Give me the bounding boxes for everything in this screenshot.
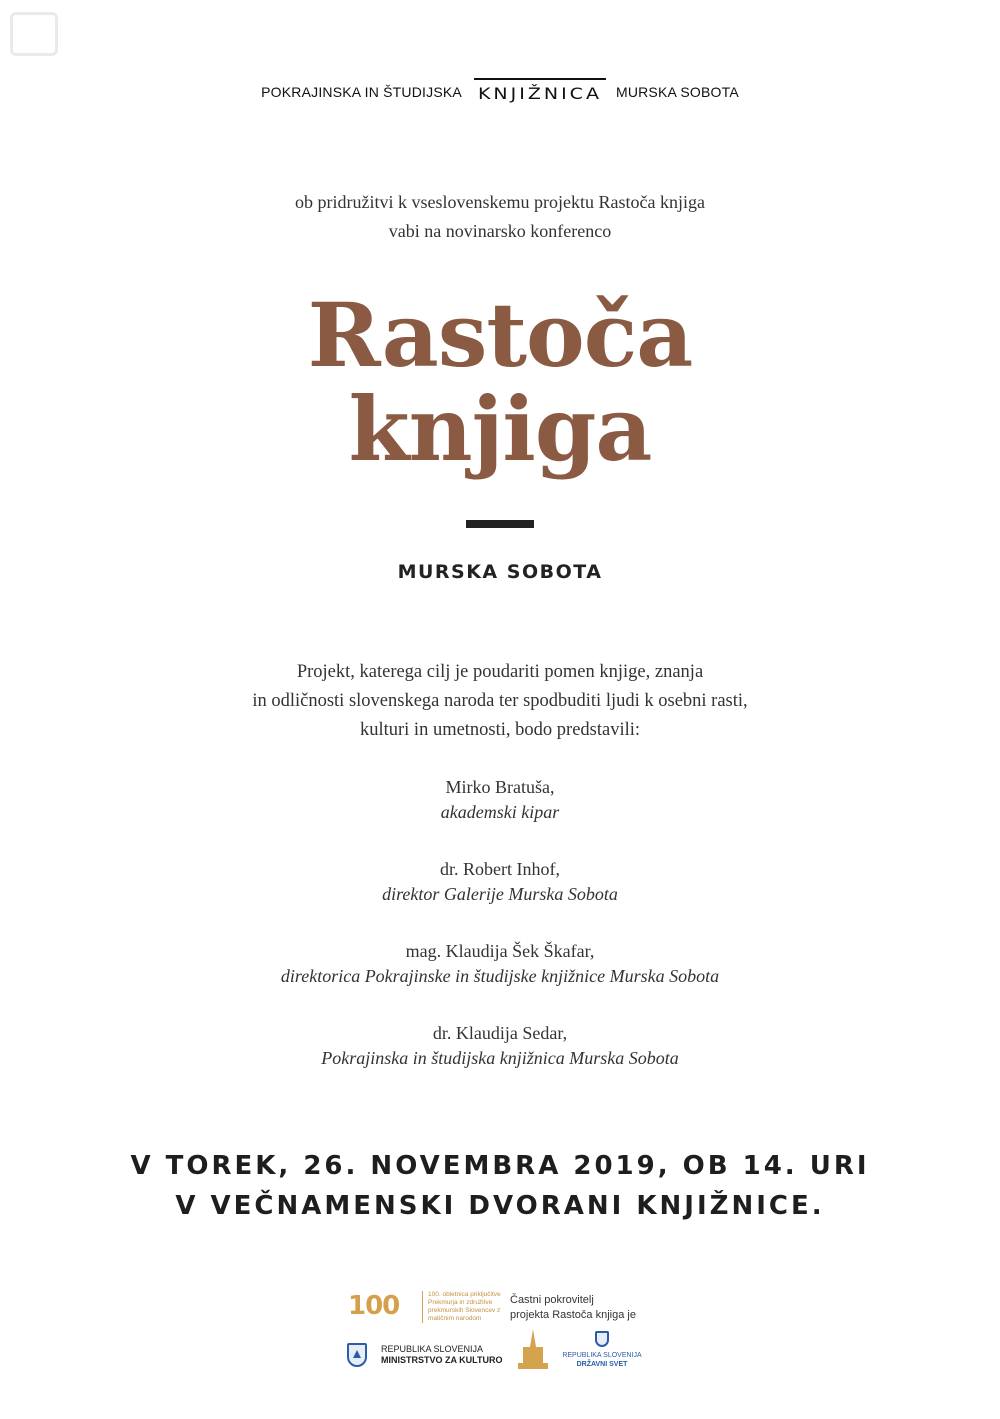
anniversary-number: 100 <box>348 1291 400 1321</box>
title-divider <box>466 520 534 528</box>
logo-top-bar <box>474 78 606 80</box>
patron-line-1: Častni pokrovitelj <box>510 1294 594 1306</box>
presenter-name: dr. Robert Inhof, <box>440 859 560 879</box>
event-date-line: V TOREK, 26. NOVEMBRA 2019, OB 14. URI <box>130 1151 870 1181</box>
event-details <box>0 1146 1000 1226</box>
presenter-name: Mirko Bratuša, <box>445 777 555 797</box>
header-right-text: MURSKA SOBOTA <box>615 84 739 100</box>
presenter-role: direktorica Pokrajinske in študijske knjižnice Murska Sobota <box>280 966 720 986</box>
council-line-2: DRŽAVNI SVET <box>576 1361 628 1368</box>
header-left-text: POKRAJINSKA IN ŠTUDIJSKA <box>261 84 462 100</box>
presenter-role: Pokrajinska in študijska knjižnica Murska Sobota <box>321 1048 679 1068</box>
ministry-line-2: MINISTRSTVO ZA KULTURO <box>381 1355 503 1365</box>
description-line-1: Projekt, katerega cilj je poudariti pomen knjige, znanja <box>296 662 704 682</box>
sponsor-logos <box>0 1285 1000 1385</box>
council-coat-of-arms-icon <box>595 1331 609 1347</box>
presenter-name: dr. Klaudija Sedar, <box>432 1023 568 1043</box>
description-line-2: in odličnosti slovenskega naroda ter spodbuditi ljudi k osebni rasti, <box>252 691 748 711</box>
ministry-logo <box>347 1343 503 1367</box>
patron-text <box>510 1293 650 1323</box>
council-text <box>562 1351 642 1369</box>
presenter-role: akademski kipar <box>440 802 560 822</box>
anniversary-logo <box>348 1291 501 1322</box>
title-line-1: Rastoča <box>307 283 693 387</box>
project-description <box>0 658 1000 745</box>
anniversary-text: 100. obletnica priključitve Prekmurja in združitve prekmurskih Slovencev z matičnim narodom <box>428 1291 501 1322</box>
ministry-line-1: REPUBLIKA SLOVENIJA <box>381 1344 484 1354</box>
patron-line-2: projekta Rastoča knjiga je <box>510 1309 636 1321</box>
tower-spire <box>530 1329 536 1347</box>
presenter-item <box>0 1021 1000 1103</box>
anniversary-separator <box>422 1291 423 1323</box>
presenter-item <box>0 857 1000 939</box>
presenters-list <box>0 775 1000 1103</box>
watermark-frame-icon <box>10 12 58 56</box>
city-label: MURSKA SOBOTA <box>397 561 603 583</box>
presenter-name: mag. Klaudija Šek Škafar, <box>405 941 595 961</box>
title-line-2: knjiga <box>348 377 652 481</box>
tower-base <box>518 1363 548 1369</box>
library-header <box>0 78 1000 106</box>
page-title <box>0 283 1000 481</box>
council-line-1: REPUBLIKA SLOVENIJA <box>562 1352 642 1359</box>
national-council-logo <box>562 1331 642 1369</box>
tower-body <box>523 1347 543 1363</box>
intro-text <box>0 188 1000 246</box>
coat-of-arms-icon <box>347 1343 367 1367</box>
library-logo-text: KNJIŽNICA <box>477 84 602 104</box>
watermark-logo <box>10 12 110 62</box>
presenter-item <box>0 775 1000 857</box>
ministry-text <box>381 1344 503 1366</box>
presenter-item <box>0 939 1000 1021</box>
intro-line-1: ob pridružitvi k vseslovenskemu projektu Rastoča knjiga <box>295 192 705 212</box>
description-line-3: kulturi in umetnosti, bodo predstavili: <box>359 720 641 740</box>
library-logo <box>474 78 606 106</box>
tower-emblem-icon <box>518 1329 548 1371</box>
event-venue-line: V VEČNAMENSKI DVORANI KNJIŽNICE. <box>175 1191 825 1221</box>
intro-line-2: vabi na novinarsko konferenco <box>388 221 612 241</box>
presenter-role: direktor Galerije Murska Sobota <box>382 884 618 904</box>
